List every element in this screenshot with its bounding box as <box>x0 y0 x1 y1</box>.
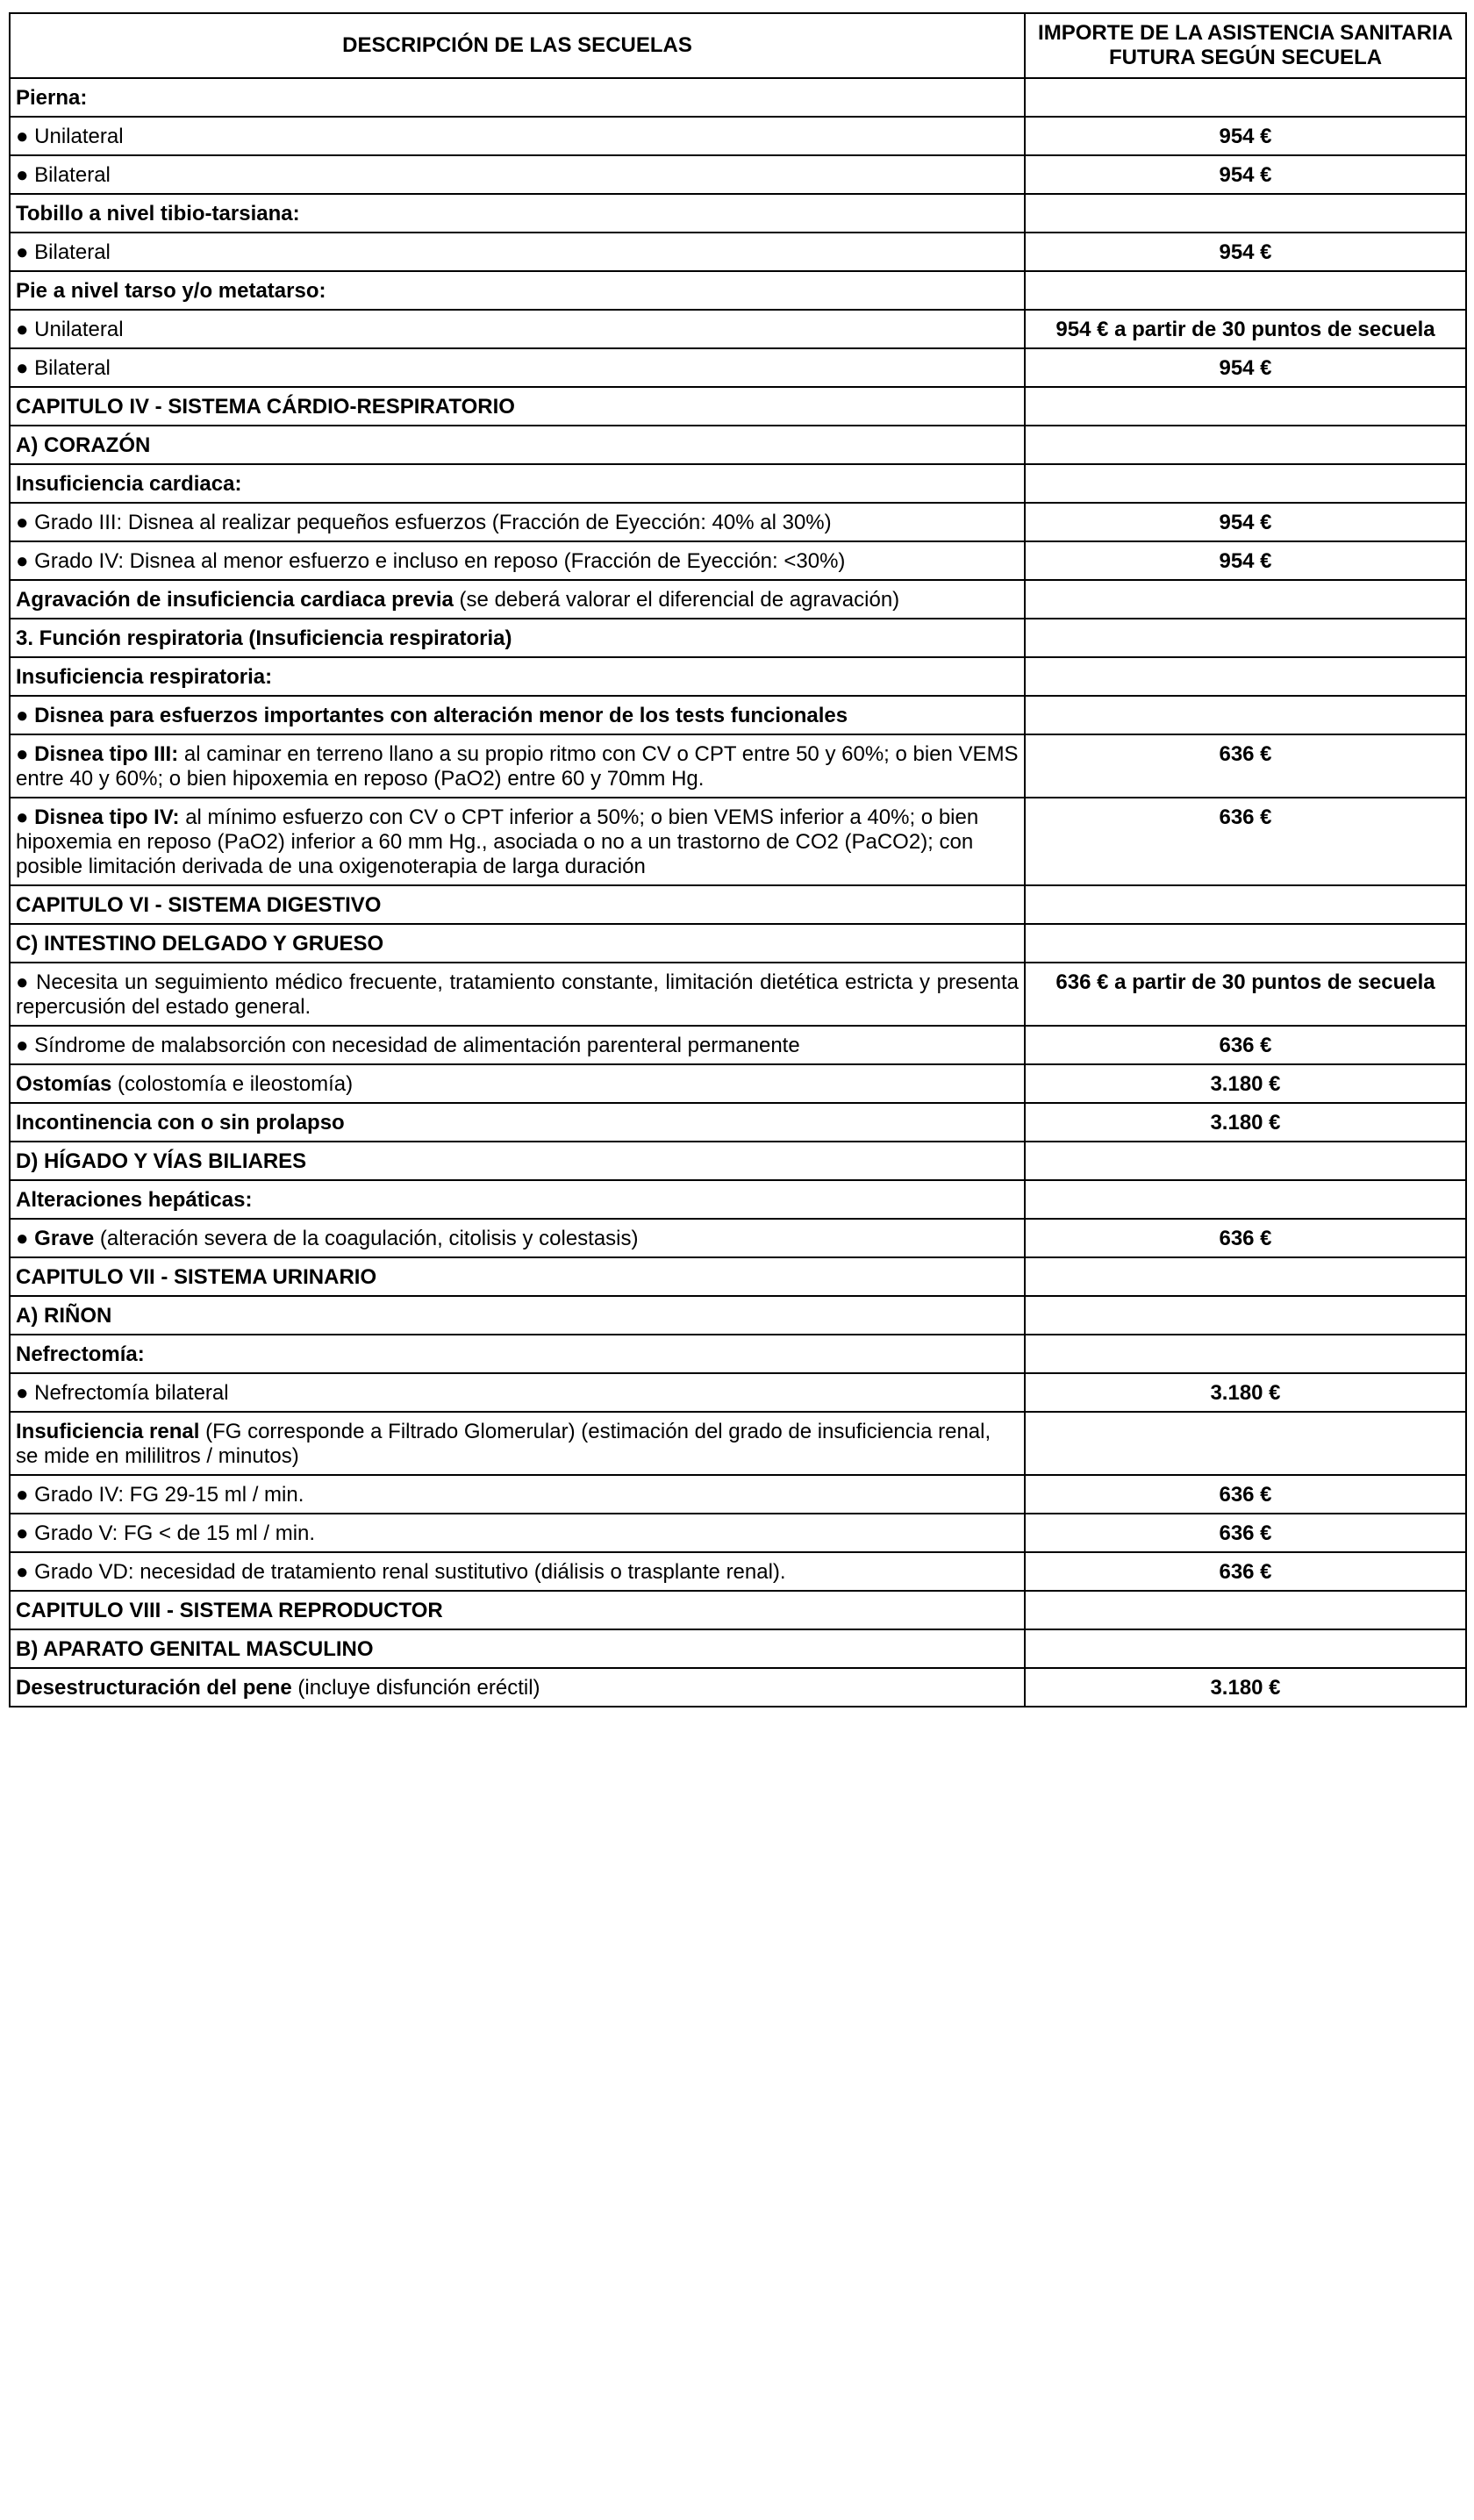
sequela-amount <box>1025 387 1466 426</box>
table-row <box>10 348 1466 387</box>
table-row <box>10 1514 1466 1552</box>
sequela-description <box>10 924 1025 963</box>
sequela-amount: 954 € <box>1025 541 1466 580</box>
sequela-description <box>10 541 1025 580</box>
sequela-amount: 636 € <box>1025 1552 1466 1591</box>
sequela-title: Agravación de insuficiencia cardiaca previa <box>16 588 454 612</box>
sequela-title: 3. Función respiratoria (Insuficiencia respiratoria) <box>16 626 512 650</box>
sequela-amount <box>1025 657 1466 696</box>
sequela-detail: (alteración severa de la coagulación, citolisis y colestasis) <box>94 1227 639 1250</box>
sequela-amount <box>1025 696 1466 734</box>
table-row <box>10 696 1466 734</box>
sequela-description <box>10 503 1025 541</box>
sequela-title: Tobillo a nivel tibio-tarsiana: <box>16 202 300 226</box>
table-row <box>10 1591 1466 1629</box>
header-amount: IMPORTE DE LA ASISTENCIA SANITARIA FUTURA SEGÚN SECUELA <box>1025 13 1466 78</box>
sequela-description <box>10 1552 1025 1591</box>
sequela-detail: ● Grado III: Disnea al realizar pequeños esfuerzos (Fracción de Eyección: 40% al 30%) <box>16 511 832 534</box>
sequela-detail: (FG corresponde a Filtrado Glomerular) (estimación del grado de insuficiencia renal, se mide en mililitros / minutos) <box>16 1420 991 1468</box>
sequela-description <box>10 348 1025 387</box>
sequela-description <box>10 426 1025 464</box>
sequela-title: Alteraciones hepáticas: <box>16 1188 253 1212</box>
header-description: DESCRIPCIÓN DE LAS SECUELAS <box>10 13 1025 78</box>
sequela-amount: 954 € a partir de 30 puntos de secuela <box>1025 310 1466 348</box>
table-row <box>10 426 1466 464</box>
sequela-amount: 3.180 € <box>1025 1373 1466 1412</box>
sequelae-table-container <box>9 12 1465 1707</box>
table-header-row <box>10 13 1466 78</box>
table-row <box>10 619 1466 657</box>
table-row <box>10 194 1466 233</box>
sequela-title: D) HÍGADO Y VÍAS BILIARES <box>16 1149 307 1173</box>
sequela-title: B) APARATO GENITAL MASCULINO <box>16 1637 374 1661</box>
table-row <box>10 1219 1466 1257</box>
table-row <box>10 924 1466 963</box>
sequela-title: A) CORAZÓN <box>16 433 151 457</box>
sequela-title: Insuficiencia renal <box>16 1420 200 1443</box>
sequela-description <box>10 963 1025 1026</box>
sequela-description <box>10 1180 1025 1219</box>
table-row <box>10 1180 1466 1219</box>
sequela-detail: ● Nefrectomía bilateral <box>16 1381 229 1405</box>
sequela-title: Incontinencia con o sin prolapso <box>16 1111 345 1135</box>
sequela-description <box>10 1629 1025 1668</box>
sequela-amount <box>1025 1629 1466 1668</box>
sequela-description <box>10 1142 1025 1180</box>
sequela-amount <box>1025 1142 1466 1180</box>
sequela-title: Pierna: <box>16 86 88 110</box>
sequela-title: Insuficiencia cardiaca: <box>16 472 242 496</box>
sequela-amount: 3.180 € <box>1025 1668 1466 1707</box>
sequela-amount <box>1025 885 1466 924</box>
sequela-description <box>10 1412 1025 1475</box>
sequela-detail: ● Síndrome de malabsorción con necesidad de alimentación parenteral permanente <box>16 1034 800 1057</box>
sequela-detail: ● Bilateral <box>16 240 111 264</box>
table-row <box>10 1257 1466 1296</box>
table-row <box>10 117 1466 155</box>
sequela-description <box>10 1475 1025 1514</box>
table-row <box>10 1103 1466 1142</box>
sequela-description <box>10 1591 1025 1629</box>
sequela-description <box>10 1514 1025 1552</box>
sequela-amount <box>1025 194 1466 233</box>
sequela-amount <box>1025 1296 1466 1335</box>
sequela-description <box>10 885 1025 924</box>
sequela-title: Nefrectomía: <box>16 1342 145 1366</box>
table-row <box>10 155 1466 194</box>
sequela-title: Pie a nivel tarso y/o metatarso: <box>16 279 326 303</box>
sequela-title: ● Disnea para esfuerzos importantes con alteración menor de los tests funcionales <box>16 704 848 727</box>
table-row <box>10 657 1466 696</box>
sequela-detail: ● Unilateral <box>16 318 124 341</box>
sequela-title: ● Grave <box>16 1227 95 1250</box>
sequela-amount: 636 € <box>1025 798 1466 885</box>
sequela-description <box>10 1373 1025 1412</box>
sequela-description <box>10 1219 1025 1257</box>
sequela-detail: ● Grado IV: Disnea al menor esfuerzo e incluso en reposo (Fracción de Eyección: <30%) <box>16 549 846 573</box>
table-row <box>10 1629 1466 1668</box>
table-row <box>10 271 1466 310</box>
table-row <box>10 1412 1466 1475</box>
sequela-detail: (colostomía e ileostomía) <box>111 1072 354 1096</box>
table-row <box>10 387 1466 426</box>
sequela-description <box>10 580 1025 619</box>
sequela-detail: ● Unilateral <box>16 125 124 148</box>
table-row <box>10 580 1466 619</box>
sequela-description <box>10 155 1025 194</box>
sequela-amount <box>1025 426 1466 464</box>
sequela-description <box>10 1257 1025 1296</box>
sequela-detail: (incluye disfunción eréctil) <box>291 1676 540 1700</box>
sequela-amount <box>1025 1180 1466 1219</box>
sequela-description <box>10 1668 1025 1707</box>
sequela-title: Desestructuración del pene <box>16 1676 292 1700</box>
sequela-amount: 3.180 € <box>1025 1064 1466 1103</box>
sequela-amount <box>1025 1412 1466 1475</box>
table-row <box>10 464 1466 503</box>
sequela-amount <box>1025 464 1466 503</box>
sequela-detail: al mínimo esfuerzo con CV o CPT inferior a 50%; o bien VEMS inferior a 40%; o bien hipoxemia en reposo (PaO2) inferior a 60 mm Hg., asociada o no a un trastorno de CO2 (PaCO2); con posible limitación derivada de una oxigenoterapia de larga duración <box>16 805 979 878</box>
sequela-title: CAPITULO VI - SISTEMA DIGESTIVO <box>16 893 382 917</box>
sequela-description <box>10 1335 1025 1373</box>
table-row <box>10 1296 1466 1335</box>
sequela-description <box>10 387 1025 426</box>
sequela-title: A) RIÑON <box>16 1304 112 1328</box>
sequela-description <box>10 464 1025 503</box>
sequela-amount <box>1025 1257 1466 1296</box>
table-row <box>10 1026 1466 1064</box>
table-body <box>10 78 1466 1707</box>
sequela-title: Insuficiencia respiratoria: <box>16 665 273 689</box>
sequela-amount: 636 € a partir de 30 puntos de secuela <box>1025 963 1466 1026</box>
sequela-description <box>10 798 1025 885</box>
sequela-description <box>10 657 1025 696</box>
table-row <box>10 1373 1466 1412</box>
sequela-description <box>10 78 1025 117</box>
sequela-detail: (se deberá valorar el diferencial de agravación) <box>453 588 900 612</box>
sequela-description <box>10 734 1025 798</box>
sequela-title: CAPITULO VIII - SISTEMA REPRODUCTOR <box>16 1599 443 1622</box>
sequela-title: C) INTESTINO DELGADO Y GRUESO <box>16 932 384 956</box>
sequela-title: Ostomías <box>16 1072 112 1096</box>
table-row <box>10 734 1466 798</box>
sequela-description <box>10 1064 1025 1103</box>
sequela-amount: 954 € <box>1025 348 1466 387</box>
sequela-description <box>10 1026 1025 1064</box>
sequela-description <box>10 117 1025 155</box>
sequela-detail: al caminar en terreno llano a su propio ritmo con CV o CPT entre 50 y 60%; o bien VEMS entre 40 y 60%; o bien hipoxemia en reposo (PaO2) entre 60 y 70mm Hg. <box>16 742 1019 791</box>
sequela-description <box>10 619 1025 657</box>
table-row <box>10 1475 1466 1514</box>
sequela-amount: 954 € <box>1025 155 1466 194</box>
sequela-amount <box>1025 619 1466 657</box>
table-row <box>10 1064 1466 1103</box>
sequela-description <box>10 194 1025 233</box>
sequela-amount <box>1025 78 1466 117</box>
sequela-description <box>10 696 1025 734</box>
sequela-detail: ● Necesita un seguimiento médico frecuente, tratamiento constante, limitación dietética estricta y presenta repercusión del estado general. <box>16 970 1019 1019</box>
sequela-amount: 636 € <box>1025 1026 1466 1064</box>
sequela-description <box>10 310 1025 348</box>
table-row <box>10 1142 1466 1180</box>
sequela-title: ● Disnea tipo III: <box>16 742 179 766</box>
table-row <box>10 885 1466 924</box>
sequela-amount: 636 € <box>1025 1514 1466 1552</box>
sequelae-table <box>9 12 1467 1707</box>
table-row <box>10 963 1466 1026</box>
sequela-amount <box>1025 1591 1466 1629</box>
sequela-description <box>10 233 1025 271</box>
table-row <box>10 1552 1466 1591</box>
sequela-amount: 636 € <box>1025 734 1466 798</box>
table-row <box>10 78 1466 117</box>
sequela-description <box>10 1296 1025 1335</box>
table-row <box>10 233 1466 271</box>
sequela-amount <box>1025 1335 1466 1373</box>
table-row <box>10 310 1466 348</box>
sequela-detail: ● Bilateral <box>16 356 111 380</box>
sequela-amount: 954 € <box>1025 233 1466 271</box>
table-row <box>10 1335 1466 1373</box>
sequela-description <box>10 271 1025 310</box>
sequela-title: CAPITULO IV - SISTEMA CÁRDIO-RESPIRATORIO <box>16 395 515 419</box>
sequela-amount: 3.180 € <box>1025 1103 1466 1142</box>
sequela-amount: 954 € <box>1025 117 1466 155</box>
sequela-title: ● Disnea tipo IV: <box>16 805 180 829</box>
table-row <box>10 798 1466 885</box>
sequela-detail: ● Grado IV: FG 29-15 ml / min. <box>16 1483 304 1507</box>
sequela-amount <box>1025 924 1466 963</box>
table-row <box>10 1668 1466 1707</box>
sequela-amount <box>1025 580 1466 619</box>
sequela-amount: 636 € <box>1025 1219 1466 1257</box>
sequela-detail: ● Grado VD: necesidad de tratamiento renal sustitutivo (diálisis o trasplante renal). <box>16 1560 786 1584</box>
sequela-detail: ● Bilateral <box>16 163 111 187</box>
sequela-amount: 954 € <box>1025 503 1466 541</box>
table-row <box>10 541 1466 580</box>
sequela-amount <box>1025 271 1466 310</box>
table-row <box>10 503 1466 541</box>
sequela-amount: 636 € <box>1025 1475 1466 1514</box>
sequela-title: CAPITULO VII - SISTEMA URINARIO <box>16 1265 377 1289</box>
sequela-description <box>10 1103 1025 1142</box>
sequela-detail: ● Grado V: FG < de 15 ml / min. <box>16 1521 316 1545</box>
